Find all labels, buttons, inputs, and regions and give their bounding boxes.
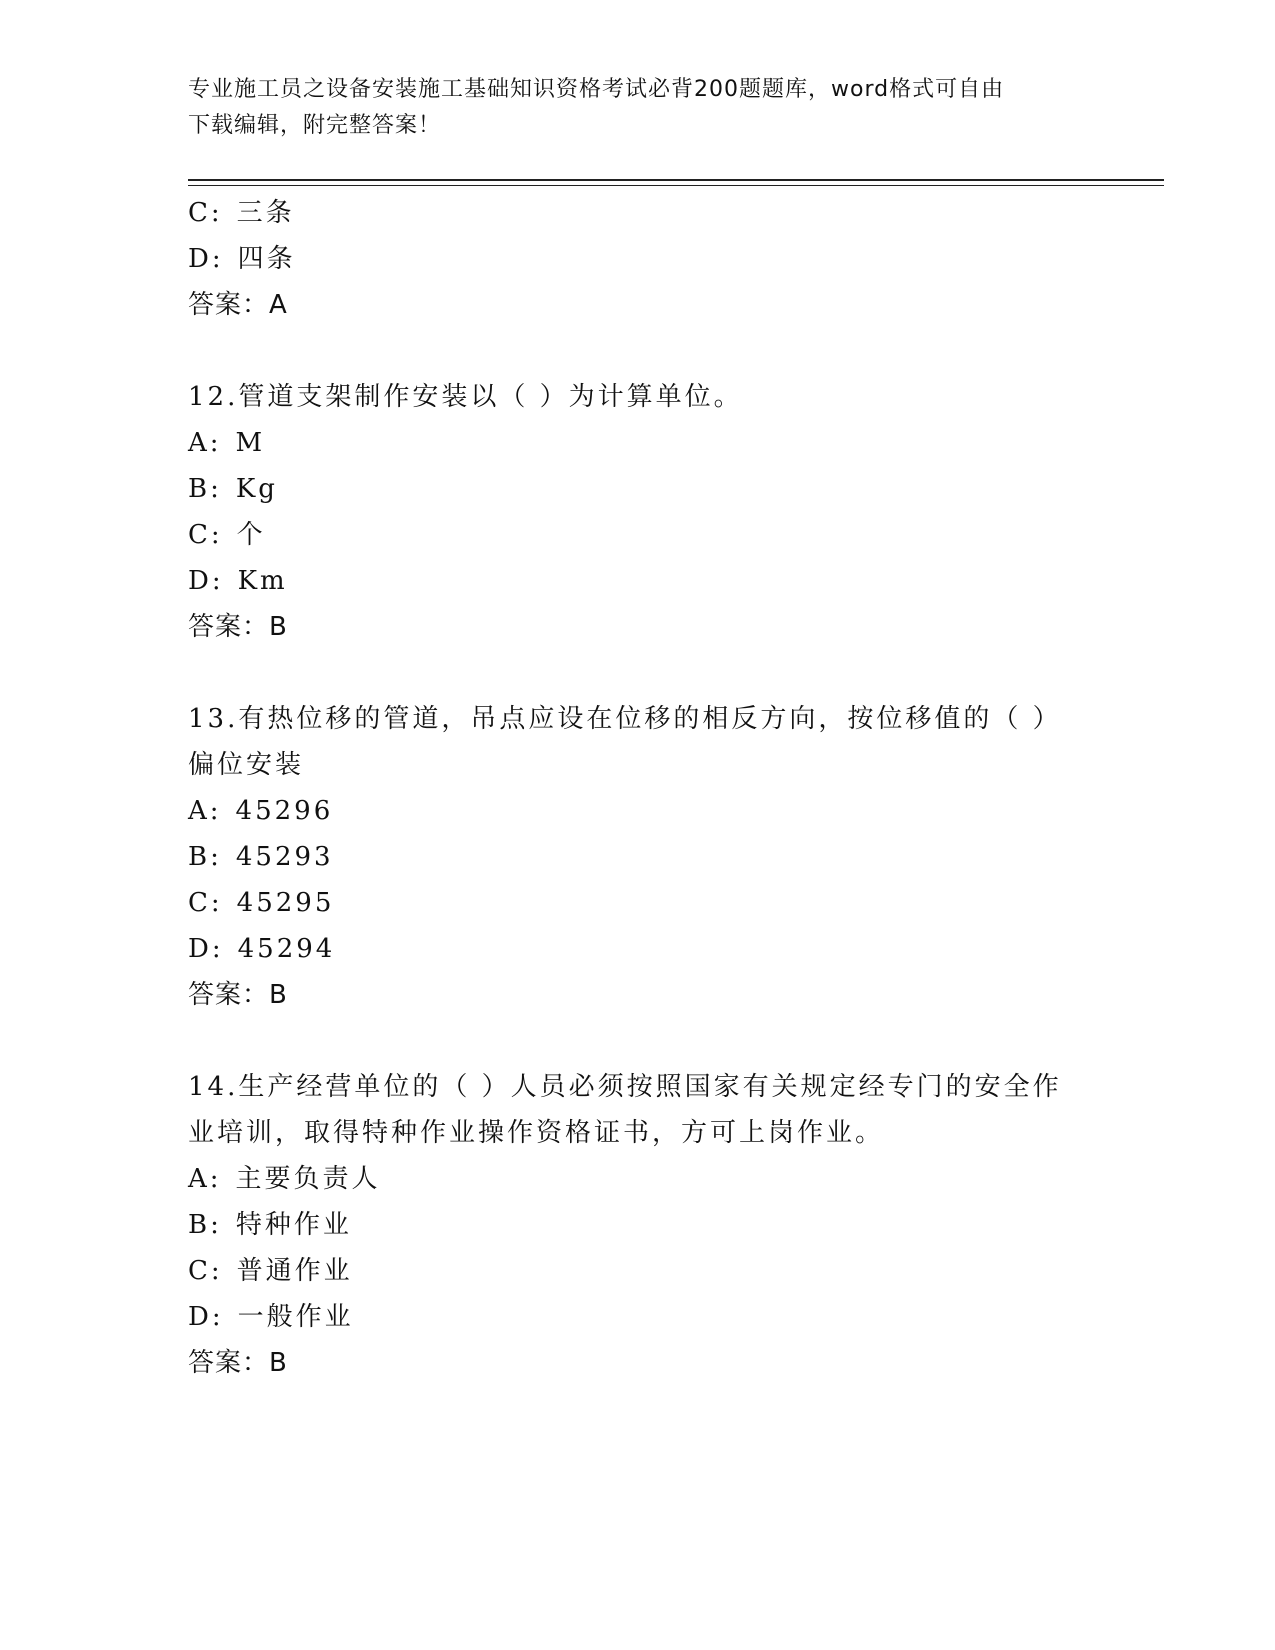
option-separator: : <box>210 1256 223 1286</box>
question-list <box>188 190 1088 1386</box>
option-letter: C <box>188 1256 211 1286</box>
option-letter: B <box>188 842 211 872</box>
option-separator: : <box>210 1210 222 1240</box>
option-b <box>188 466 1088 512</box>
option-a <box>188 420 1088 466</box>
answer-value: B <box>269 1348 288 1378</box>
option-separator: : <box>210 198 223 228</box>
option-text: Km <box>237 566 288 596</box>
answer-label: 答案： <box>188 1348 270 1378</box>
option-text: M <box>235 428 266 458</box>
header-rule-thick <box>188 179 1164 181</box>
document-header <box>188 72 1068 144</box>
option-d <box>188 558 1088 604</box>
option-a <box>188 788 1088 834</box>
option-d <box>188 1294 1088 1340</box>
option-text: 45294 <box>237 934 336 964</box>
option-text: 45293 <box>235 842 334 872</box>
option-c <box>188 880 1088 926</box>
answer-label: 答案： <box>188 290 270 320</box>
option-separator: : <box>209 1164 222 1194</box>
document-title-line-2: 下载编辑，附完整答案！ <box>188 113 442 138</box>
question-text <box>188 374 1068 420</box>
option-letter: D <box>188 934 212 964</box>
question-body: 有热位移的管道，吊点应设在位移的相反方向，按位移值的（ ）偏位安装 <box>188 704 1062 780</box>
option-c <box>188 1248 1088 1294</box>
option-letter: C <box>188 520 211 550</box>
option-c <box>188 190 1088 236</box>
option-letter: A <box>188 1164 210 1194</box>
question-number: 13. <box>188 704 239 734</box>
question-body: 管道支架制作安装以（ ）为计算单位。 <box>238 382 743 412</box>
option-text: 45295 <box>236 888 335 918</box>
question-number: 14. <box>188 1072 239 1102</box>
answer-value: A <box>269 290 288 320</box>
question-14 <box>188 1064 1088 1386</box>
option-text: 特种作业 <box>235 1210 352 1240</box>
question-text <box>188 1064 1068 1156</box>
option-separator: : <box>210 842 222 872</box>
option-letter: B <box>188 474 211 504</box>
option-b <box>188 834 1088 880</box>
option-separator: : <box>210 474 222 504</box>
option-d <box>188 926 1088 972</box>
answer-line <box>188 1340 1088 1386</box>
option-letter: C <box>188 198 211 228</box>
answer-label: 答案： <box>188 612 270 642</box>
option-text: 主要负责人 <box>235 1164 381 1194</box>
question-13 <box>188 696 1088 1018</box>
document-title-line-1: 专业施工员之设备安装施工基础知识资格考试必背200题题库，word格式可自由 <box>188 77 1005 102</box>
option-b <box>188 1202 1088 1248</box>
option-separator: : <box>210 520 223 550</box>
option-c <box>188 512 1088 558</box>
question-12 <box>188 374 1088 650</box>
option-text: 一般作业 <box>237 1302 354 1332</box>
option-a <box>188 1156 1088 1202</box>
option-separator: : <box>211 934 224 964</box>
option-letter: A <box>188 428 210 458</box>
option-letter: B <box>188 1210 211 1240</box>
option-d <box>188 236 1088 282</box>
answer-label: 答案： <box>188 980 270 1010</box>
option-separator: : <box>210 888 223 918</box>
option-text: 普通作业 <box>236 1256 353 1286</box>
option-text: 个 <box>236 520 266 550</box>
question-number: 12. <box>188 382 239 412</box>
option-separator: : <box>209 428 222 458</box>
answer-value: B <box>269 612 288 642</box>
answer-value: B <box>269 980 288 1010</box>
answer-line <box>188 604 1088 650</box>
answer-line <box>188 282 1088 328</box>
option-letter: C <box>188 888 211 918</box>
option-separator: : <box>211 566 224 596</box>
question-text <box>188 696 1068 788</box>
option-letter: D <box>188 566 212 596</box>
option-letter: D <box>188 244 212 274</box>
option-text: 四条 <box>237 244 296 274</box>
previous-question-tail <box>188 190 1088 328</box>
option-separator: : <box>211 1302 224 1332</box>
option-text: 45296 <box>235 796 334 826</box>
option-text: 三条 <box>236 198 295 228</box>
option-separator: : <box>211 244 224 274</box>
question-body: 生产经营单位的（ ）人员必须按照国家有关规定经专门的安全作业培训，取得特种作业操作资格证书，方可上岗作业。 <box>188 1072 1062 1148</box>
header-rule-thin <box>188 185 1164 186</box>
option-letter: A <box>188 796 210 826</box>
answer-line <box>188 972 1088 1018</box>
option-separator: : <box>209 796 222 826</box>
option-text: Kg <box>235 474 278 504</box>
option-letter: D <box>188 1302 212 1332</box>
